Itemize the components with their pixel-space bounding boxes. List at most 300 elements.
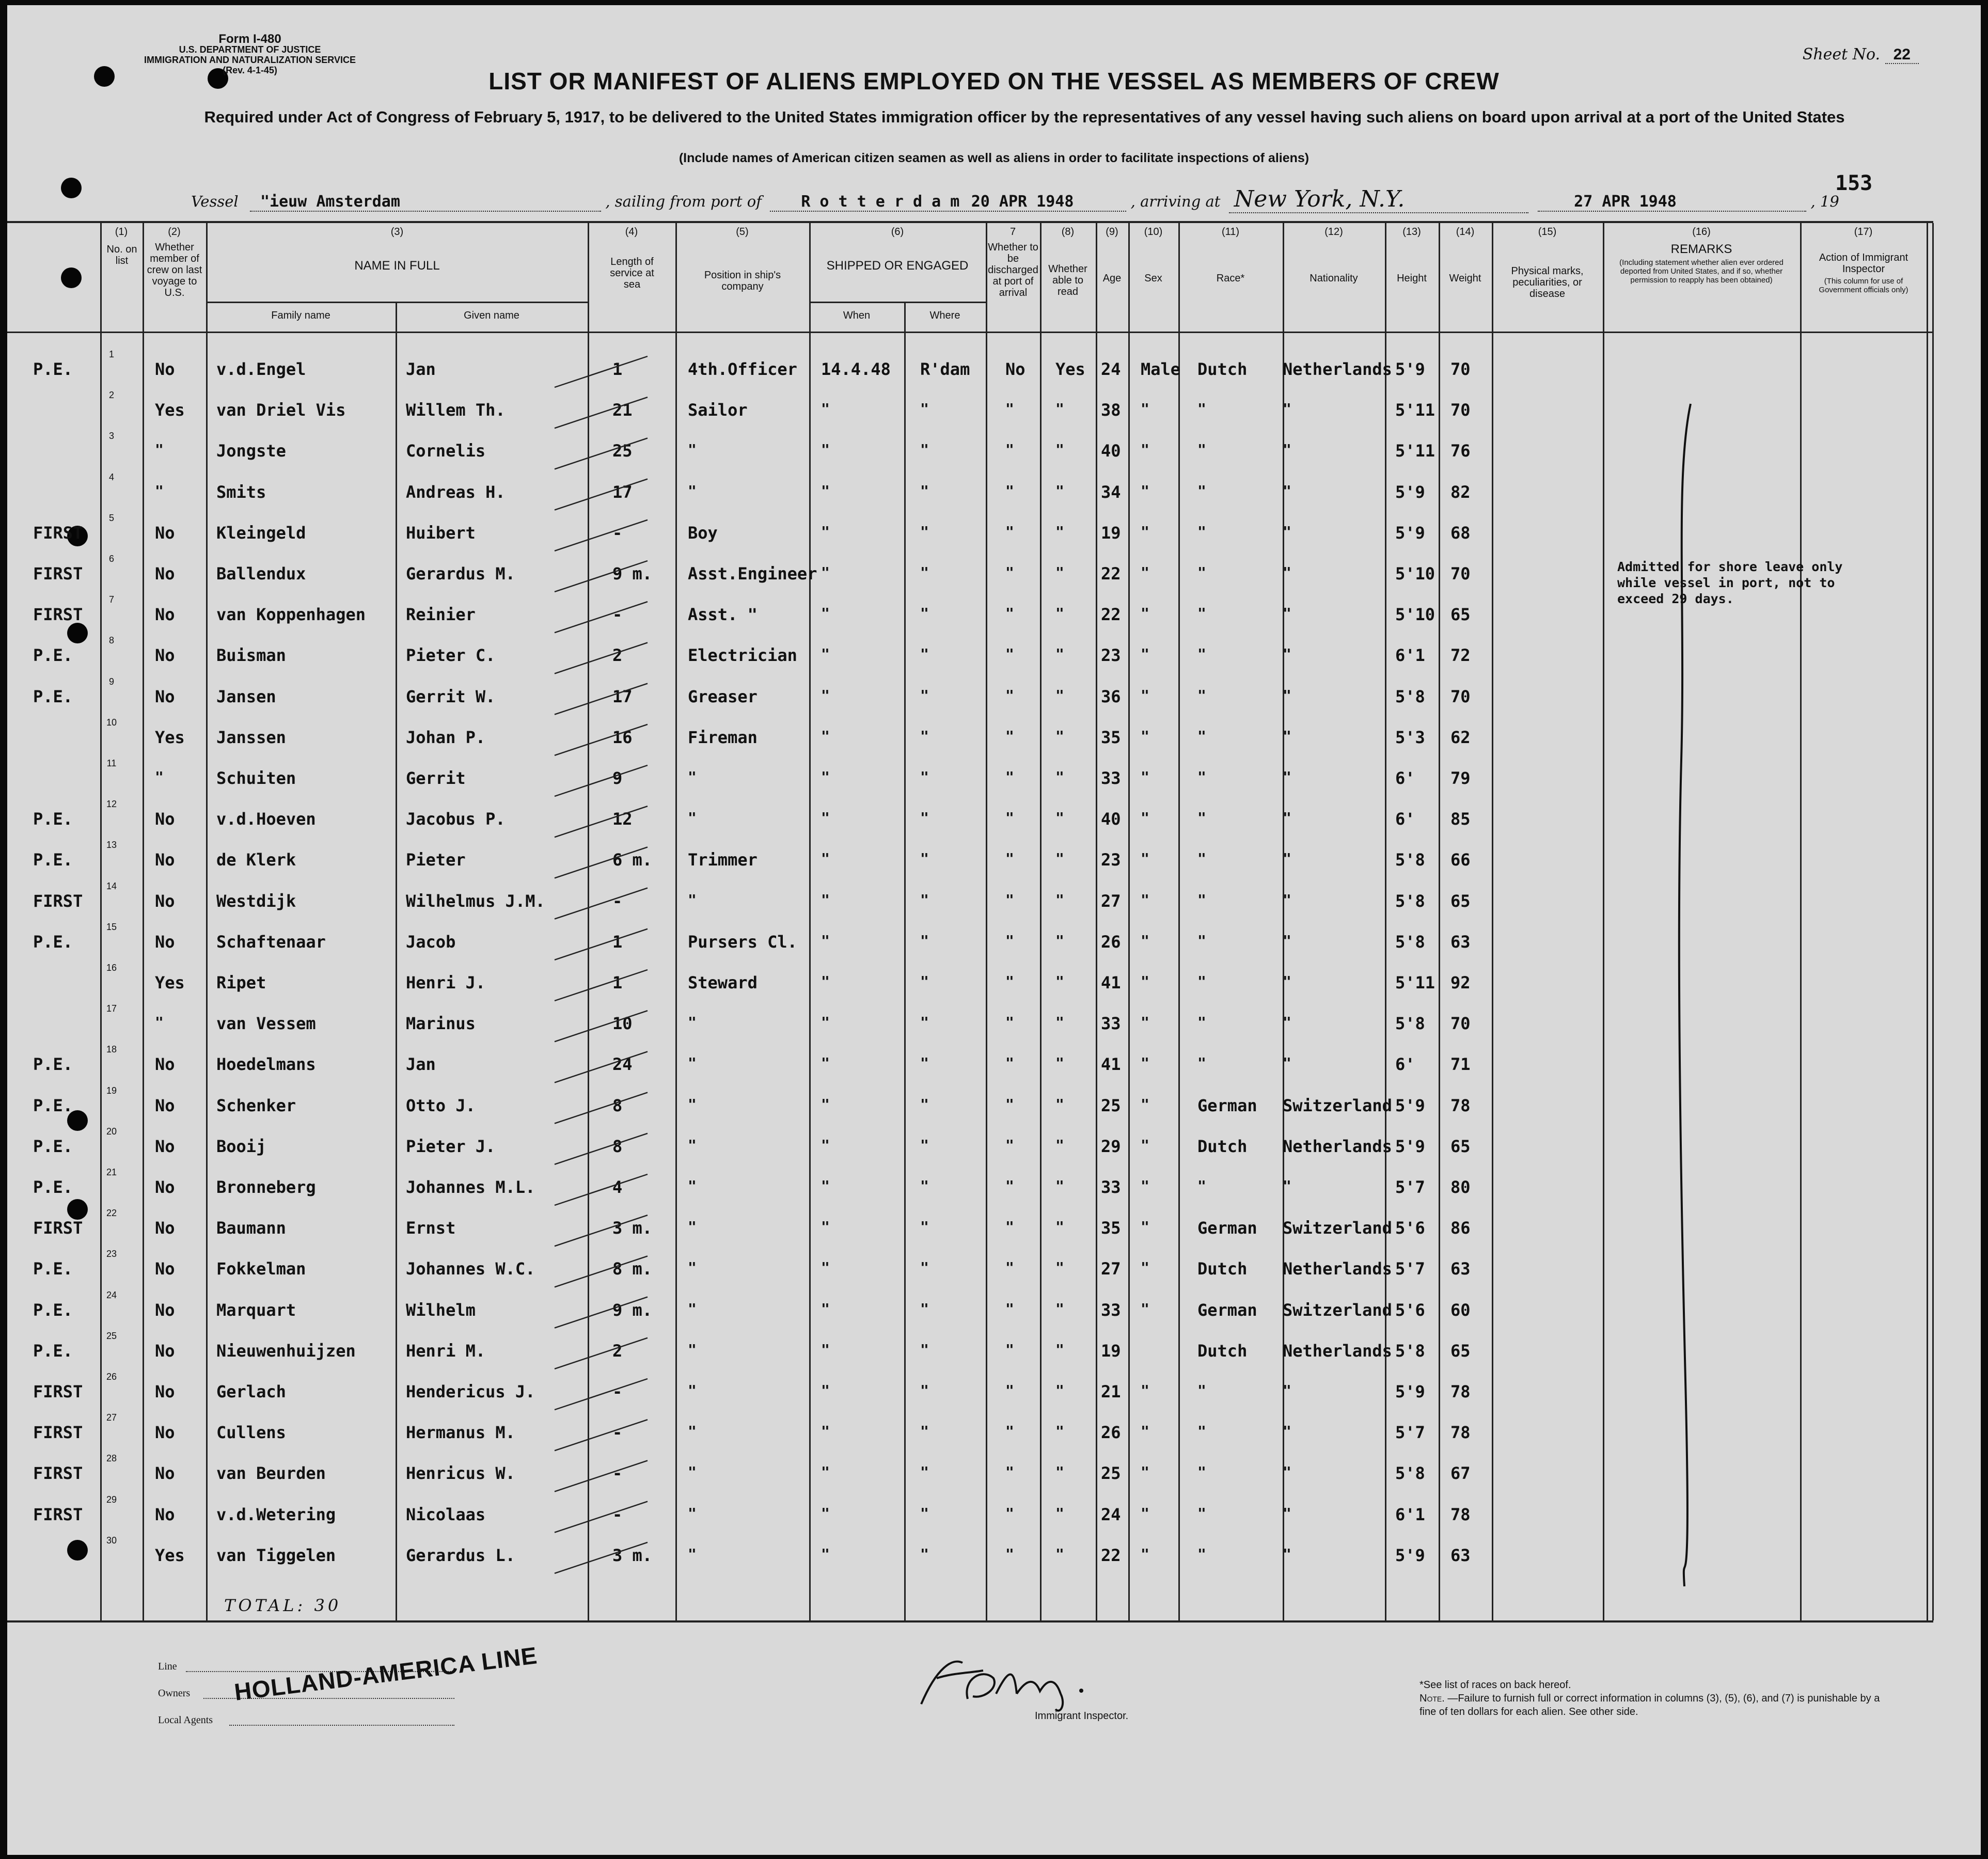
col-12-number: (12) [1324,226,1343,238]
cell-where: " [920,768,929,785]
cell-family: Smits [216,482,266,502]
cell-height: 5'9 [1395,523,1425,543]
cell-nat: " [1283,400,1291,418]
cell-prev: No [155,809,175,829]
cell-disch: " [1005,1136,1014,1154]
cell-given: Gerrit [406,768,466,788]
cell-given: Gerardus M. [406,564,515,584]
table-row [7,1164,1933,1205]
cell-where: " [920,1177,929,1194]
table-row [7,1450,1933,1491]
table-row [7,755,1933,796]
cell-mark: P.E. [33,686,73,706]
tally-stroke [555,1297,648,1328]
cell-sex: " [1141,1545,1149,1563]
col-8-number: (8) [1061,226,1075,238]
cell-race: " [1197,1054,1206,1072]
cell-mark: P.E. [33,1095,73,1115]
cell-sex: " [1141,1504,1149,1522]
cell-prev: No [155,645,175,666]
cell-height: 5'7 [1395,1423,1425,1443]
cell-nat: " [1283,645,1291,663]
cell-family: Jongste [216,441,286,461]
cell-sex: " [1141,1423,1149,1440]
cell-disch: " [1005,973,1014,990]
cell-sex: " [1141,1259,1149,1277]
cell-read: " [1055,605,1064,622]
cell-nat: " [1283,1504,1291,1522]
cell-read: " [1055,1054,1064,1072]
col-16-header: REMARKS [1670,242,1732,256]
form-revision: (Rev. 4-1-45) [223,65,277,75]
cell-when: " [821,1423,830,1440]
cell-no: 9 [108,676,114,687]
cell-race: " [1197,1463,1206,1481]
cell-sex: " [1141,973,1149,990]
cell-weight: 63 [1450,1259,1471,1279]
cell-race: Dutch [1197,359,1248,379]
cell-age: 24 [1101,359,1121,379]
cell-mark: FIRST [33,523,83,543]
cell-where: " [920,564,929,581]
cell-age: 33 [1101,1014,1121,1034]
col-5-number: (5) [736,226,749,238]
cell-when: " [821,1014,830,1031]
cell-disch: " [1005,482,1014,499]
cell-height: 5'6 [1395,1218,1425,1238]
cell-given: Pieter J. [406,1136,496,1156]
cell-where: " [920,1423,929,1440]
cell-height: 5'11 [1395,973,1435,992]
cell-age: 40 [1101,809,1121,829]
cell-no: 17 [106,1003,117,1014]
cell-family: van Beurden [216,1463,326,1484]
cell-given: Hendericus J. [406,1382,535,1401]
cell-disch: " [1005,686,1014,704]
cell-prev: No [155,359,175,379]
cell-given: Johan P. [406,727,486,747]
agent-stamp: HOLLAND-AMERICA LINE [232,1642,539,1706]
cell-mark: FIRST [33,564,83,584]
cell-no: 18 [106,1044,117,1055]
col-16-subheader: (Including statement whether alien ever ordered deported from United States, and if so, whether permission to reapply has been obtained) [1619,258,1784,285]
cell-mark: P.E. [33,1136,73,1156]
cell-when: " [821,1545,830,1563]
cell-mark: P.E. [33,1259,73,1279]
col-13-header: Height [1397,273,1427,284]
cell-height: 5'6 [1395,1300,1425,1320]
cell-disch: " [1005,891,1014,908]
cell-when: " [821,1136,830,1154]
tally-stroke [555,520,648,551]
cell-where: " [920,727,929,745]
vessel-name: "ieuw Amsterdam [260,193,400,211]
cell-disch: " [1005,1095,1014,1113]
department-name: U.S. DEPARTMENT OF JUSTICE [179,44,321,55]
cell-position: Pursers Cl. [688,932,797,952]
cell-when: " [821,1054,830,1072]
cell-race: " [1197,932,1206,949]
cell-disch: " [1005,850,1014,868]
cell-prev: No [155,1218,175,1238]
cell-height: 5'7 [1395,1259,1425,1279]
cell-given: Huibert [406,523,476,543]
cell-weight: 70 [1450,564,1471,584]
cell-given: Nicolaas [406,1504,486,1524]
cell-given: Jacob [406,932,456,952]
cell-service: - [612,1463,623,1484]
cell-prev: No [155,850,175,870]
table-row [7,469,1933,510]
cell-when: " [821,1504,830,1522]
cell-where: " [920,932,929,949]
cell-mark: P.E. [33,850,73,870]
cell-prev: " [155,482,164,499]
cell-family: Schuiten [216,768,296,788]
cell-where: " [920,1463,929,1481]
cell-family: Ripet [216,973,266,992]
form-number: Form I-480 [218,32,281,46]
cell-prev: No [155,605,175,625]
cell-position: Asst.Engineer [688,564,817,584]
cell-where: " [920,400,929,418]
cell-read: " [1055,1259,1064,1277]
cell-position: " [688,1177,697,1194]
cell-when: " [821,1177,830,1194]
arriving-label: , arriving at [1130,193,1221,210]
cell-service: 8 [612,1095,623,1115]
cell-read: " [1055,1504,1064,1522]
cell-race: " [1197,1382,1206,1399]
cell-when: " [821,441,830,459]
cell-height: 5'10 [1395,605,1435,625]
cell-sex: " [1141,768,1149,785]
cell-no: 27 [106,1412,117,1423]
cell-service: 1 [612,932,623,952]
cell-service: 21 [612,400,633,420]
cell-position: " [688,891,697,908]
cell-nat: " [1283,1545,1291,1563]
col-10-header: Sex [1144,273,1162,284]
cell-service: 1 [612,973,623,992]
cell-weight: 79 [1450,768,1471,788]
sheet-number-label: Sheet No. [1802,45,1881,64]
cell-prev: Yes [155,973,185,992]
cell-nat: " [1283,1054,1291,1072]
cell-given: Pieter C. [406,645,496,666]
cell-no: 16 [106,963,117,973]
col-16-number: (16) [1692,226,1711,238]
tally-stroke [555,1215,648,1246]
cell-given: Pieter [406,850,466,870]
table-row [7,510,1933,550]
cell-nat: " [1283,1014,1291,1031]
cell-nat: " [1283,1177,1291,1194]
cell-prev: No [155,523,175,543]
page-title: LIST OR MANIFEST OF ALIENS EMPLOYED ON THE VESSEL AS MEMBERS OF CREW [488,68,1500,94]
cell-race: German [1197,1095,1257,1115]
cell-service: - [612,1423,623,1443]
cell-family: Schaftenaar [216,932,326,952]
cell-position: " [688,441,697,459]
cell-no: 12 [106,799,117,810]
cell-family: Fokkelman [216,1259,306,1279]
cell-age: 24 [1101,1504,1121,1524]
col-3a-header: Family name [271,310,330,321]
tally-stroke [555,1338,648,1369]
col-14-number: (14) [1456,226,1475,238]
cell-no: 14 [106,880,117,891]
cell-weight: 70 [1450,1014,1471,1034]
cell-prev: No [155,1095,175,1115]
cell-age: 21 [1101,1382,1121,1401]
cell-read: " [1055,441,1064,459]
cell-prev: No [155,1259,175,1279]
cell-where: " [920,1218,929,1236]
col-17-header: Action of Immigrant Inspector [1819,252,1908,275]
cell-disch: " [1005,1218,1014,1236]
cell-weight: 70 [1450,686,1471,706]
cell-service: 2 [612,645,623,666]
cell-height: 5'10 [1395,564,1435,584]
cell-sex: " [1141,932,1149,949]
cell-sex: " [1141,850,1149,868]
cell-when: " [821,973,830,990]
cell-read: " [1055,1423,1064,1440]
cell-when: " [821,1300,830,1317]
table-row [7,919,1933,959]
cell-service: 8 m. [612,1259,653,1279]
cell-when: 14.4.48 [821,359,891,379]
tally-stroke [555,724,648,755]
cell-disch: " [1005,1054,1014,1072]
table-row [7,428,1933,468]
cell-height: 5'11 [1395,400,1435,420]
cell-position: " [688,768,697,785]
cell-disch: " [1005,932,1014,949]
cell-where: " [920,1504,929,1522]
cell-given: Willem Th. [406,400,506,420]
cell-height: 6' [1395,809,1415,829]
cell-family: Marquart [216,1300,296,1320]
cell-mark: P.E. [33,932,73,952]
tally-strokes [544,326,668,1669]
table-row [7,1409,1933,1450]
cell-no: 15 [106,921,117,932]
cell-nat: " [1283,891,1291,908]
cell-age: 22 [1101,564,1121,584]
cell-position: Fireman [688,727,758,747]
cell-race: " [1197,605,1206,622]
cell-family: Kleingeld [216,523,306,543]
cell-service: - [612,891,623,911]
cell-weight: 63 [1450,1545,1471,1565]
col-7-header: Whether to be discharged at port of arrival [988,242,1038,298]
cell-no: 25 [106,1330,117,1341]
cell-nat: " [1283,768,1291,785]
cell-weight: 70 [1450,400,1471,420]
cell-age: 36 [1101,686,1121,706]
cell-position: Steward [688,973,758,992]
table-row [7,1246,1933,1286]
cell-given: Wilhelmus J.M. [406,891,545,911]
table-row [7,1205,1933,1246]
cell-disch: " [1005,1014,1014,1031]
cell-height: 6'1 [1395,645,1425,666]
cell-position: " [688,1095,697,1113]
cell-service: 6 m. [612,850,653,870]
cell-prev: No [155,1300,175,1320]
tally-stroke [555,684,648,715]
cell-height: 5'8 [1395,686,1425,706]
cell-read: " [1055,1218,1064,1236]
tally-stroke [555,806,648,837]
tally-stroke [555,847,648,878]
cell-position: " [688,1014,697,1031]
cell-sex: " [1141,1218,1149,1236]
sheet-number [1803,45,1919,64]
cell-age: 35 [1101,1218,1121,1238]
cell-weight: 62 [1450,727,1471,747]
cell-mark: P.E. [33,359,73,379]
races-note: *See list of races on back hereof. [1419,1679,1571,1691]
cell-age: 26 [1101,932,1121,952]
cell-weight: 70 [1450,359,1471,379]
cell-disch: " [1005,1300,1014,1317]
cell-position: Trimmer [688,850,758,870]
cell-where: " [920,1300,929,1317]
cell-when: " [821,1259,830,1277]
cell-family: Ballendux [216,564,306,584]
cell-when: " [821,891,830,908]
cell-read: " [1055,1300,1064,1317]
cell-prev: No [155,1054,175,1075]
cell-given: Gerrit W. [406,686,496,706]
cell-prev: Yes [155,727,185,747]
tally-stroke [555,970,648,1001]
col-9-header: Age [1102,273,1122,284]
cell-prev: No [155,564,175,584]
cell-no: 13 [106,840,117,850]
cell-mark: FIRST [33,1218,83,1238]
tally-stroke [555,1379,648,1410]
cell-where: " [920,1095,929,1113]
cell-no: 4 [108,471,114,482]
cell-where: " [920,973,929,990]
cell-mark: P.E. [33,1300,73,1320]
cell-nat: " [1283,482,1291,499]
instruction-note: (Include names of American citizen seamen as well as aliens in order to facilitate inspections of aliens) [679,151,1309,165]
cell-nat: Switzerland [1283,1300,1392,1320]
tally-stroke [555,1256,648,1287]
cell-given: Reinier [406,605,476,625]
cell-disch: " [1005,809,1014,827]
cell-given: Johannes W.C. [406,1259,535,1279]
cell-service: 17 [612,686,633,706]
cell-no: 7 [108,594,114,605]
cell-where: " [920,645,929,663]
cell-read: " [1055,482,1064,499]
cell-family: Baumann [216,1218,286,1238]
cell-service: 4 [612,1177,623,1197]
tally-stroke [555,602,648,633]
cell-no: 20 [106,1126,117,1137]
cell-prev: Yes [155,400,185,420]
cell-prev: No [155,1382,175,1401]
cell-service: 1 [612,359,623,379]
cell-weight: 65 [1450,1136,1471,1156]
cell-position: Electrician [688,645,797,666]
cell-height: 5'8 [1395,1014,1425,1034]
cell-nat: " [1283,932,1291,949]
cell-mark: FIRST [33,891,83,911]
cell-weight: 76 [1450,441,1471,461]
cell-read: " [1055,932,1064,949]
cell-disch: " [1005,1382,1014,1399]
cell-service: 12 [612,809,633,829]
cell-sex: " [1141,1300,1149,1317]
tally-stroke [555,1011,648,1042]
cell-no: 2 [108,390,114,401]
cell-height: 5'9 [1395,1095,1425,1115]
cell-nat: Netherlands [1283,1136,1392,1156]
cell-position: " [688,1259,697,1277]
cell-weight: 68 [1450,523,1471,543]
cell-when: " [821,645,830,663]
col-6b-header: Where [929,310,960,321]
tally-stroke [555,438,648,469]
cell-given: Jan [406,1054,436,1075]
cell-where: " [920,1341,929,1358]
cell-weight: 66 [1450,850,1471,870]
cell-position: " [688,1545,697,1563]
cell-service: 2 [612,1341,623,1361]
sheet-number-value: 22 [1885,46,1919,64]
cell-family: Janssen [216,727,286,747]
cell-height: 5'8 [1395,1341,1425,1361]
cell-read: " [1055,1463,1064,1481]
col-8-header: Whether able to read [1048,263,1087,297]
cell-disch: " [1005,1463,1014,1481]
cell-weight: 65 [1450,891,1471,911]
cell-position: " [688,1136,697,1154]
cell-mark: P.E. [33,645,73,666]
tally-stroke [555,765,648,796]
cell-race: German [1197,1300,1257,1320]
cell-nat: Switzerland [1283,1095,1392,1115]
cell-prev: No [155,1504,175,1524]
cell-read: " [1055,1341,1064,1358]
cell-age: 19 [1101,1341,1121,1361]
cell-when: " [821,482,830,499]
cell-height: 6' [1395,768,1415,788]
cell-weight: 78 [1450,1504,1471,1524]
cell-where: " [920,1054,929,1072]
cell-when: " [821,523,830,540]
cell-family: Bronneberg [216,1177,316,1197]
cell-age: 26 [1101,1423,1121,1443]
cell-weight: 72 [1450,645,1471,666]
page-stamp-number: 153 [1835,171,1873,195]
sailing-port: R o t t e r d a m [801,193,960,211]
cell-weight: 63 [1450,932,1471,952]
tally-stroke [555,1093,648,1124]
cell-sex: " [1141,564,1149,581]
cell-age: 38 [1101,400,1121,420]
cell-disch: " [1005,564,1014,581]
cell-age: 22 [1101,605,1121,625]
cell-sex: " [1141,891,1149,908]
